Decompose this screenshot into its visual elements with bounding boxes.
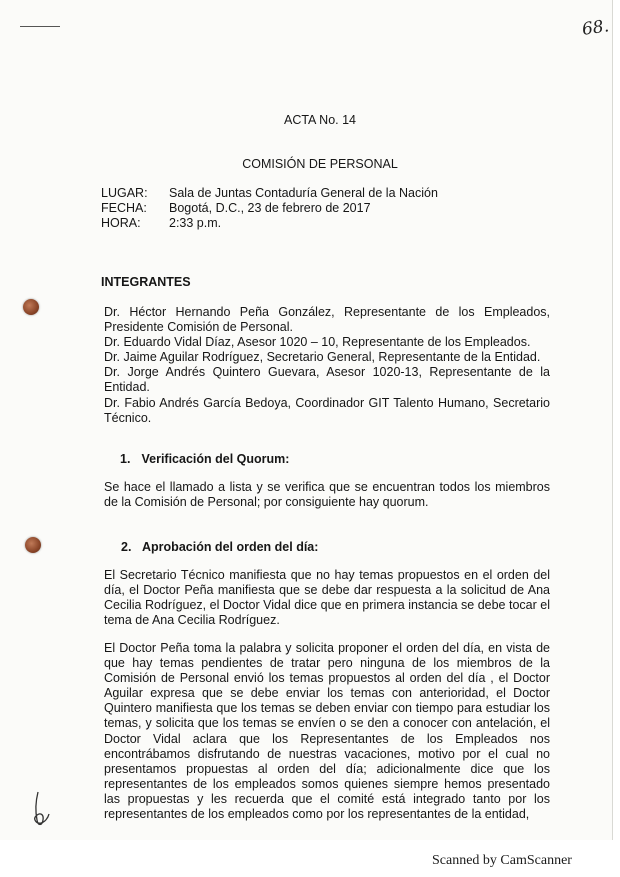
section-title: Aprobación del orden del día: (142, 540, 319, 554)
meta-label: FECHA: (101, 201, 147, 215)
paragraph-text: El Doctor Peña toma la palabra y solicita proponer el orden del día, en vista de que hay temas pendientes de tratar pero ninguna de los miembros de la Comisión de Personal envió los temas propuestos al orden del día , el Doctor Aguilar expresa que se debe enviar los temas con anterioridad, el Doctor Quintero manifiesta que los temas se deben enviar con tiempo para estudiar los temas, y solicita que los temas se envíen o se den a conocer con antelación, el Doctor Vidal aclara que los Representantes de los Empleados nos encontrábamos disfrutando de nuestras vacaciones, motivo por el cual no presentamos propuestas al orden del día; adicionalmente dice que los representantes de los empleados somos quienes siempre hemos presentado las propuestas y les recuerda que el comité está integrado tanto por los representantes de los empleados como por los representantes de la entidad, (104, 641, 550, 822)
member-list (104, 305, 550, 426)
meeting-details (101, 186, 438, 231)
handwritten-page-number: 68. (580, 16, 611, 40)
integrantes-heading: INTEGRANTES (101, 275, 191, 289)
section-2-heading (121, 540, 318, 554)
scan-mark (20, 26, 60, 27)
meta-row-time (101, 216, 438, 231)
meta-row-date (101, 201, 438, 216)
section-number: 1. (120, 452, 131, 466)
document-subtitle: COMISIÓN DE PERSONAL (242, 157, 398, 171)
section-number: 2. (121, 540, 132, 554)
meta-value: 2:33 p.m. (169, 216, 222, 230)
handwritten-initials (30, 790, 52, 830)
meta-value: Sala de Juntas Contaduría General de la Nación (169, 186, 438, 200)
member-item: Dr. Eduardo Vidal Díaz, Asesor 1020 – 10, Representante de los Empleados. (104, 335, 531, 350)
member-item: Dr. Jorge Andrés Quintero Guevara, Asesor 1020-13, Representante de la Entidad. (104, 365, 550, 395)
section-title: Verificación del Quorum: (141, 452, 290, 466)
member-item: Dr. Fabio Andrés García Bedoya, Coordinador GIT Talento Humano, Secretario Técnico. (104, 395, 550, 425)
section-2-paragraph-2 (104, 641, 550, 822)
section-2-paragraph-1: El Secretario Técnico manifiesta que no hay temas propuestos en el orden del día, el Doctor Peña manifiesta que se debe dar respuesta a la solicitud de Ana Cecilia Rodríguez, el Doctor Vidal dice que en primera instancia se debe tocar el tema de Ana Cecilia Rodríguez. (104, 568, 550, 628)
meta-value: Bogotá, D.C., 23 de febrero de 2017 (169, 201, 371, 215)
scanner-watermark: Scanned by CamScanner (432, 853, 572, 868)
section-1-text: Se hace el llamado a lista y se verifica que se encuentran todos los miembros de la Comisión de Personal; por consiguiente hay quorum. (104, 480, 550, 510)
meta-label: LUGAR: (101, 186, 148, 200)
meta-label: HORA: (101, 216, 141, 230)
member-item: Dr. Jaime Aguilar Rodríguez, Secretario General, Representante de la Entidad. (104, 350, 541, 365)
member-item: Dr. Héctor Hernando Peña González, Representante de los Empleados, Presidente Comisión de Personal. (104, 305, 550, 335)
section-1-heading (120, 452, 289, 466)
punch-hole-top (23, 299, 39, 315)
punch-hole-bottom (25, 537, 41, 553)
meta-row-place (101, 186, 438, 201)
document-title: ACTA No. 14 (283, 113, 357, 127)
